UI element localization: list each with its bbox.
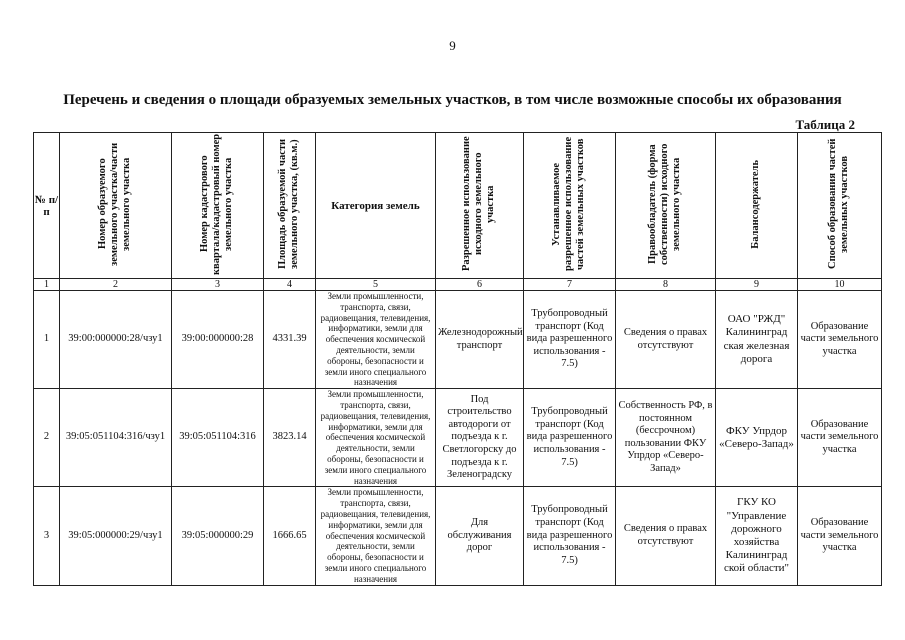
cell-land-category: Земли промышленности, транспорта, связи, радиовещания, телевидения, информатики, земли для обеспечения космической деятельности, земли обороны, безопасности и земли иного специального назначения <box>316 487 436 585</box>
cell-formation-method: Образование части земельного участка <box>798 487 882 585</box>
header-label: Способ образования частей земельных участков <box>827 138 851 270</box>
header-label: Устанавливаемое разрешенное использование частей земельных участков <box>551 136 587 272</box>
cell-formation-method: Образование части земельного участка <box>798 291 882 389</box>
column-number: 10 <box>798 279 882 291</box>
plots-table <box>33 132 882 586</box>
cell-area: 4331.39 <box>264 291 316 389</box>
column-number: 6 <box>436 279 524 291</box>
header-permitted-use <box>436 133 524 279</box>
cell-number: 1 <box>34 291 60 389</box>
header-established-use <box>524 133 616 279</box>
column-number: 7 <box>524 279 616 291</box>
header-land-category <box>316 133 436 279</box>
cell-cadastral-number: 39:00:000000:28 <box>172 291 264 389</box>
column-number: 1 <box>34 279 60 291</box>
column-number-row <box>34 279 882 291</box>
page-number: 9 <box>449 38 456 53</box>
header-label: Разрешенное использование исходного земельного участка <box>461 136 497 272</box>
cell-permitted-use: Железнодорожный транспорт <box>436 291 524 389</box>
cell-owner: Собственность РФ, в постоянном (бессрочном) пользовании ФКУ Упрдор «Северо-Запад» <box>616 389 716 487</box>
header-area <box>264 133 316 279</box>
column-number: 2 <box>60 279 172 291</box>
header-balance-holder <box>716 133 798 279</box>
header-label: Номер кадастрового квартала/кадастровый номер земельного участка <box>199 133 235 275</box>
cell-balance-holder: ФКУ Упрдор «Северо-Запад» <box>716 389 798 487</box>
cell-plot-number: 39:00:000000:28/чзу1 <box>60 291 172 389</box>
document-title: Перечень и сведения о площади образуемых земельных участков, в том числе возможные способы их образования <box>63 92 842 108</box>
header-label: Балансодержатель <box>750 159 762 249</box>
column-number: 9 <box>716 279 798 291</box>
cell-land-category: Земли промышленности, транспорта, связи, радиовещания, телевидения, информатики, земли для обеспечения космической деятельности, земли обороны, безопасности и земли иного специального назначения <box>316 389 436 487</box>
header-label: № п/п <box>34 193 59 218</box>
cell-established-use: Трубопроводный транспорт (Код вида разрешенного использования - 7.5) <box>524 487 616 585</box>
column-number: 3 <box>172 279 264 291</box>
cell-plot-number: 39:05:000000:29/чзу1 <box>60 487 172 585</box>
table-label: Таблица 2 <box>795 117 855 132</box>
column-number: 5 <box>316 279 436 291</box>
table-row <box>34 291 882 389</box>
cell-formation-method: Образование части земельного участка <box>798 389 882 487</box>
cell-balance-holder: ОАО "РЖД" Калининград ская железная дорога <box>716 291 798 389</box>
header-row <box>34 133 882 279</box>
header-owner <box>616 133 716 279</box>
header-plot-number <box>60 133 172 279</box>
cell-owner: Сведения о правах отсутствуют <box>616 291 716 389</box>
header-label: Площадь образуемой части земельного участка, (кв.м.) <box>277 138 301 270</box>
header-label: Номер образуемого земельного участка/части земельного участка <box>97 142 133 266</box>
table-row <box>34 487 882 585</box>
cell-cadastral-number: 39:05:051104:316 <box>172 389 264 487</box>
cell-owner: Сведения о правах отсутствуют <box>616 487 716 585</box>
cell-permitted-use: Для обслуживания дорог <box>436 487 524 585</box>
cell-area: 3823.14 <box>264 389 316 487</box>
header-cadastral-number <box>172 133 264 279</box>
cell-plot-number: 39:05:051104:316/чзу1 <box>60 389 172 487</box>
cell-established-use: Трубопроводный транспорт (Код вида разрешенного использования - 7.5) <box>524 389 616 487</box>
header-formation-method <box>798 133 882 279</box>
header-label: Категория земель <box>331 199 420 212</box>
column-number: 4 <box>264 279 316 291</box>
header-number <box>34 133 60 279</box>
cell-land-category: Земли промышленности, транспорта, связи, радиовещания, телевидения, информатики, земли для обеспечения космической деятельности, земли обороны, безопасности и земли иного специального назначения <box>316 291 436 389</box>
cell-established-use: Трубопроводный транспорт (Код вида разрешенного использования - 7.5) <box>524 291 616 389</box>
column-number: 8 <box>616 279 716 291</box>
table-row <box>34 389 882 487</box>
cell-permitted-use: Под строительство автодороги от подъезда к г. Светлогорску до подъезда к г. Зеленоградску <box>436 389 524 487</box>
cell-area: 1666.65 <box>264 487 316 585</box>
cell-number: 3 <box>34 487 60 585</box>
cell-number: 2 <box>34 389 60 487</box>
cell-cadastral-number: 39:05:000000:29 <box>172 487 264 585</box>
header-label: Правообладатель (форма собственности) исходного земельного участка <box>647 143 683 265</box>
cell-balance-holder: ГКУ КО "Управление дорожного хозяйства Калининград ской области" <box>716 487 798 585</box>
